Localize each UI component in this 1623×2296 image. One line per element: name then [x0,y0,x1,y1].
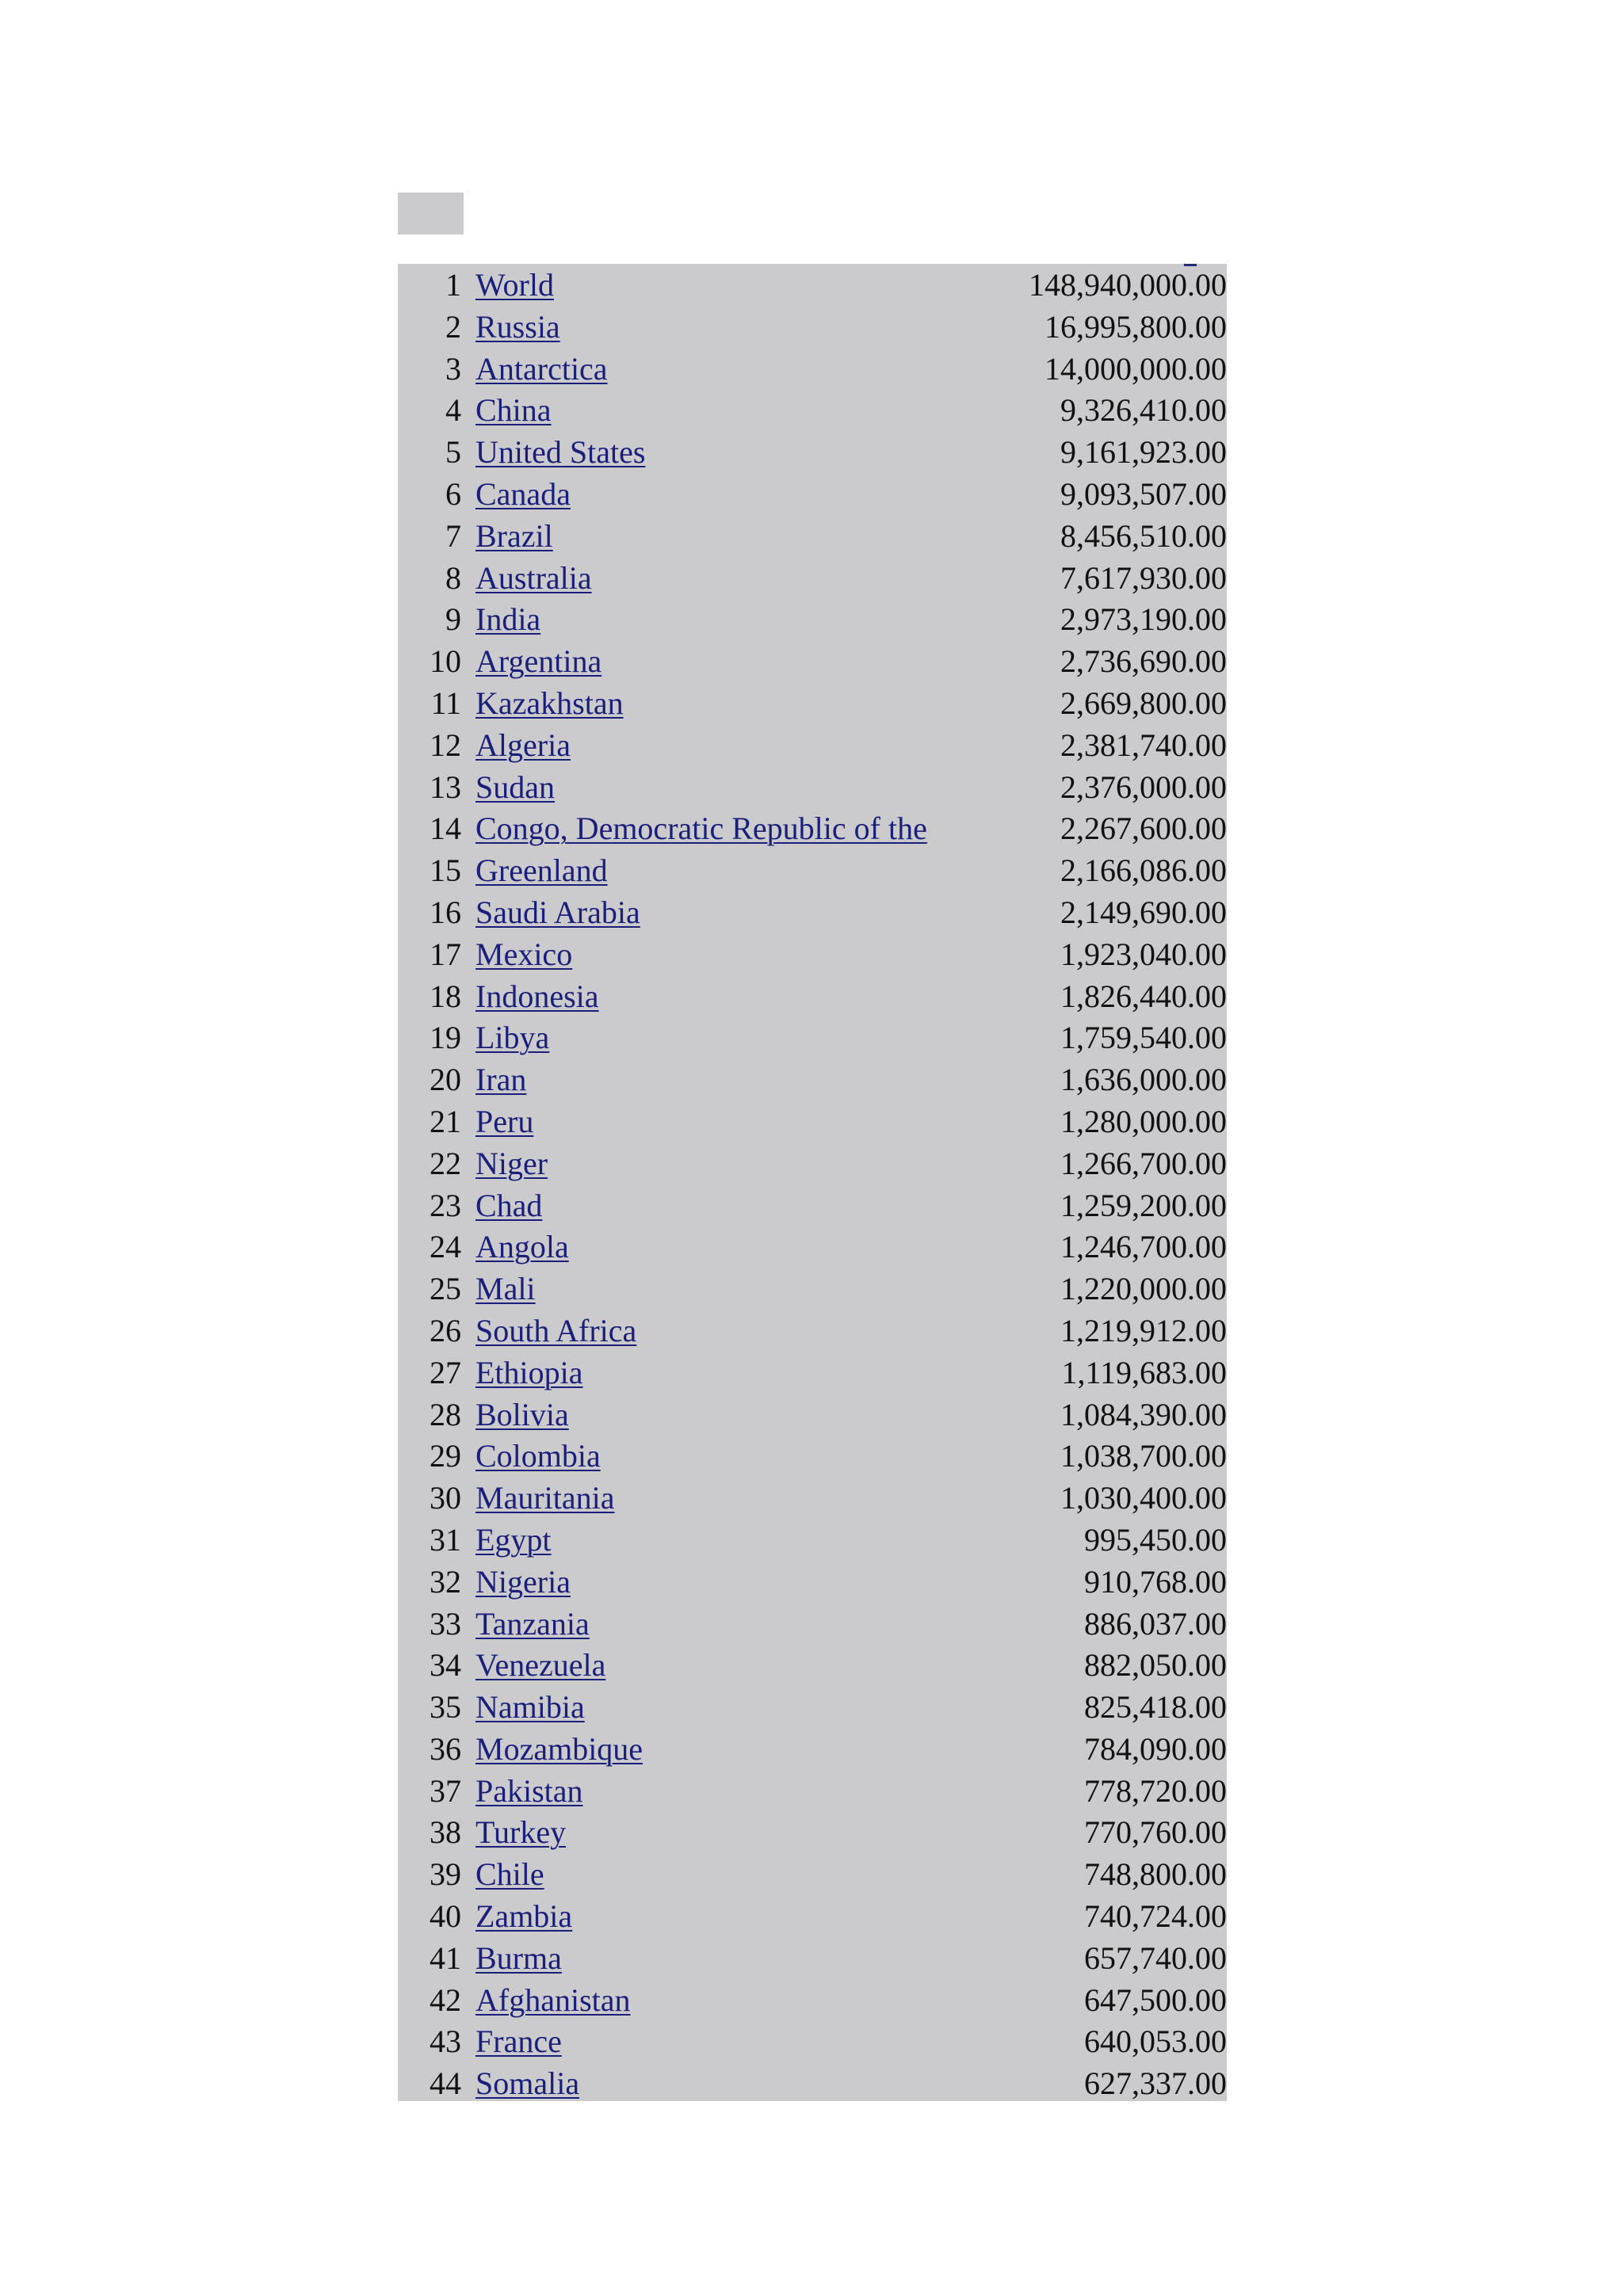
rank-cell: 6 [445,475,461,512]
country-link[interactable]: Chad [475,1187,543,1223]
table-row [398,307,1227,349]
rank-cell: 23 [430,1187,461,1223]
country-link[interactable]: Greenland [475,852,608,889]
country-cell [475,1017,951,1059]
country-link[interactable]: Nigeria [475,1563,571,1600]
country-link[interactable]: Colombia [475,1438,601,1474]
area-value-cell: 7,617,930.00 [1060,559,1227,596]
rank-cell: 44 [430,2065,461,2102]
table-row [398,349,1227,391]
country-cell [475,1645,951,1687]
table-row [398,1771,1227,1813]
country-link[interactable]: Australia [475,559,592,596]
country-link[interactable]: Bolivia [475,1396,569,1432]
country-cell [475,892,951,934]
table-row [398,850,1227,892]
area-value-cell: 1,219,912.00 [1060,1312,1227,1348]
rank-cell: 33 [430,1605,461,1642]
country-link[interactable]: Mali [475,1271,536,1307]
country-link[interactable]: Saudi Arabia [475,894,640,930]
country-cell [475,934,951,976]
rank-cell: 27 [430,1354,461,1390]
country-link[interactable]: Venezuela [475,1647,606,1684]
country-cell [475,1268,951,1310]
rank-cell: 41 [430,1939,461,1976]
table-row [398,474,1227,516]
country-cell [475,1771,951,1813]
country-cell [475,1687,951,1729]
rank-cell: 10 [430,643,461,680]
rank-cell: 32 [430,1563,461,1600]
country-cell [475,558,951,600]
header-box [398,193,464,235]
rank-cell: 34 [430,1647,461,1684]
country-cell [475,1394,951,1436]
rank-cell: 20 [430,1062,461,1098]
table-row [398,1854,1227,1896]
country-cell [475,1812,951,1854]
area-value-cell: 740,724.00 [1084,1898,1227,1935]
table-row [398,976,1227,1018]
table-row [398,1226,1227,1268]
table-row [398,1645,1227,1687]
table-row [398,1896,1227,1938]
area-value-cell: 886,037.00 [1084,1605,1227,1642]
table-row [398,1268,1227,1310]
rank-cell: 11 [430,685,461,721]
rank-cell: 5 [445,434,461,471]
country-link[interactable]: Canada [475,475,571,512]
country-cell [475,474,951,516]
country-cell [475,1938,951,1980]
area-value-cell: 2,736,690.00 [1060,643,1227,680]
rank-cell: 9 [445,601,461,638]
rank-cell: 7 [445,517,461,554]
rank-cell: 17 [430,936,461,972]
country-link[interactable]: Sudan [475,769,555,805]
table-row [398,1059,1227,1101]
rank-cell: 31 [430,1521,461,1558]
country-cell [475,641,951,683]
rank-cell: 8 [445,559,461,596]
area-value-cell: 2,166,086.00 [1060,852,1227,889]
area-value-cell: 2,381,740.00 [1060,727,1227,763]
table-row [398,1310,1227,1352]
rank-cell: 15 [430,852,461,889]
table-row [398,641,1227,683]
country-link[interactable]: Tanzania [475,1605,590,1642]
country-link[interactable]: Pakistan [475,1772,583,1809]
country-link[interactable]: China [475,392,552,429]
area-value-cell: 9,161,923.00 [1060,434,1227,471]
area-value-cell: 1,119,683.00 [1061,1354,1227,1390]
area-value-cell: 16,995,800.00 [1044,308,1227,345]
rank-cell: 39 [430,1856,461,1893]
country-link[interactable]: Burma [475,1939,562,1976]
area-value-cell: 8,456,510.00 [1060,517,1227,554]
table-row [398,516,1227,558]
table-row [398,1562,1227,1604]
table-row [398,1729,1227,1771]
table-row [398,1980,1227,2022]
country-cell [475,850,951,892]
rank-cell: 12 [430,727,461,763]
country-cell [475,808,951,850]
table-body [398,265,1227,2105]
country-cell [475,349,951,391]
country-link[interactable]: World [475,267,554,303]
country-cell [475,1101,951,1143]
country-link[interactable]: Zambia [475,1898,573,1935]
table-row [398,2063,1227,2105]
area-value-cell: 1,220,000.00 [1060,1271,1227,1307]
rank-cell: 24 [430,1229,461,1265]
country-cell [475,1059,951,1101]
rank-cell: 35 [430,1689,461,1726]
country-cell [475,2063,951,2105]
area-value-cell: 1,826,440.00 [1060,978,1227,1014]
country-link[interactable]: Mauritania [475,1480,615,1516]
area-value-cell: 882,050.00 [1084,1647,1227,1684]
area-value-cell: 9,093,507.00 [1060,475,1227,512]
country-cell [475,265,951,307]
country-cell [475,1729,951,1771]
country-link[interactable]: Mexico [475,936,573,972]
country-cell [475,516,951,558]
country-cell [475,1352,951,1394]
area-value-cell: 748,800.00 [1084,1856,1227,1893]
country-cell [475,2021,951,2063]
country-cell [475,1478,951,1520]
rank-cell: 14 [430,810,461,847]
area-value-cell: 825,418.00 [1084,1689,1227,1726]
area-value-cell: 657,740.00 [1084,1939,1227,1976]
table-row [398,934,1227,976]
country-link[interactable]: Argentina [475,643,602,680]
country-link[interactable]: Libya [475,1020,550,1056]
country-link[interactable]: Angola [475,1229,569,1265]
area-value-cell: 148,940,000.00 [1029,267,1227,303]
table-row [398,1394,1227,1436]
country-link[interactable]: Somalia [475,2065,580,2102]
area-value-cell: 1,259,200.00 [1060,1187,1227,1223]
table-row [398,892,1227,934]
country-link[interactable]: Namibia [475,1689,585,1726]
table-row [398,1352,1227,1394]
area-value-cell: 784,090.00 [1084,1730,1227,1767]
table-row [398,767,1227,809]
country-link[interactable]: India [475,601,541,638]
country-cell [475,390,951,432]
table-row [398,2021,1227,2063]
rank-cell: 1 [445,267,461,303]
table-row [398,265,1227,307]
table-row [398,1812,1227,1854]
country-cell [475,976,951,1018]
country-cell [475,1185,951,1227]
table-row [398,1520,1227,1562]
area-value-cell: 1,636,000.00 [1060,1062,1227,1098]
rank-cell: 26 [430,1312,461,1348]
area-value-cell: 1,038,700.00 [1060,1438,1227,1474]
country-cell [475,1143,951,1185]
area-value-cell: 1,030,400.00 [1060,1480,1227,1516]
country-area-table [398,265,1227,2105]
country-link[interactable]: Afghanistan [475,1981,631,2018]
country-cell [475,1520,951,1562]
country-cell [475,1604,951,1646]
country-link[interactable]: Egypt [475,1521,552,1558]
area-value-cell: 1,266,700.00 [1060,1145,1227,1181]
table-row [398,808,1227,850]
rank-cell: 28 [430,1396,461,1432]
area-value-cell: 647,500.00 [1084,1981,1227,2018]
country-cell [475,767,951,809]
area-value-cell: 2,267,600.00 [1060,810,1227,847]
table-row [398,599,1227,641]
area-value-cell: 910,768.00 [1084,1563,1227,1600]
area-value-cell: 2,669,800.00 [1060,685,1227,721]
area-value-cell: 1,246,700.00 [1060,1229,1227,1265]
table-row [398,725,1227,767]
country-cell [475,1854,951,1896]
table-row [398,1604,1227,1646]
area-value-cell: 995,450.00 [1084,1521,1227,1558]
area-value-cell: 2,149,690.00 [1060,894,1227,930]
country-cell [475,725,951,767]
country-link[interactable]: Peru [475,1103,534,1139]
table-row [398,683,1227,725]
country-link[interactable]: Kazakhstan [475,685,624,721]
rank-cell: 18 [430,978,461,1014]
country-cell [475,1226,951,1268]
rank-cell: 30 [430,1480,461,1516]
area-value-cell: 14,000,000.00 [1044,350,1227,387]
table-row [398,1478,1227,1520]
rank-cell: 16 [430,894,461,930]
table-row [398,1436,1227,1478]
rank-cell: 40 [430,1898,461,1935]
area-value-cell: 1,923,040.00 [1060,936,1227,972]
table-row [398,1687,1227,1729]
country-cell [475,1896,951,1938]
country-link[interactable]: Antarctica [475,350,608,387]
rank-cell: 22 [430,1145,461,1181]
rank-cell: 37 [430,1772,461,1809]
country-cell [475,307,951,349]
area-value-cell: 2,376,000.00 [1060,769,1227,805]
country-link[interactable]: Brazil [475,517,553,554]
country-cell [475,1562,951,1604]
rank-cell: 21 [430,1103,461,1139]
area-value-cell: 1,280,000.00 [1060,1103,1227,1139]
country-link[interactable]: Ethiopia [475,1354,583,1390]
country-cell [475,683,951,725]
rank-cell: 38 [430,1814,461,1851]
area-value-cell: 640,053.00 [1084,2023,1227,2060]
rank-cell: 36 [430,1730,461,1767]
country-link[interactable]: Iran [475,1062,527,1098]
country-link[interactable]: Turkey [475,1814,567,1851]
rank-cell: 2 [445,308,461,345]
country-cell [475,432,951,474]
rank-cell: 43 [430,2023,461,2060]
country-link[interactable]: Niger [475,1145,548,1181]
rank-cell: 42 [430,1981,461,2018]
rank-cell: 29 [430,1438,461,1474]
country-link[interactable]: France [475,2023,562,2060]
table-row [398,1143,1227,1185]
country-link[interactable]: Russia [475,308,560,345]
country-link[interactable]: Algeria [475,727,571,763]
country-cell [475,599,951,641]
rank-cell: 3 [445,350,461,387]
country-link[interactable]: Mozambique [475,1730,643,1767]
area-value-cell: 778,720.00 [1084,1772,1227,1809]
area-value-cell: 627,337.00 [1084,2065,1227,2102]
table-row [398,390,1227,432]
country-cell [475,1980,951,2022]
table-row [398,1101,1227,1143]
country-link[interactable]: Indonesia [475,978,599,1014]
area-value-cell: 770,760.00 [1084,1814,1227,1851]
area-value-cell: 1,759,540.00 [1060,1020,1227,1056]
table-row [398,1938,1227,1980]
country-cell [475,1310,951,1352]
country-link[interactable]: South Africa [475,1312,637,1348]
area-value-cell: 1,084,390.00 [1060,1396,1227,1432]
table-row [398,432,1227,474]
country-link[interactable]: United States [475,434,646,471]
country-link[interactable]: Congo, Democratic Republic of the [475,810,927,847]
rank-cell: 25 [430,1271,461,1307]
area-value-cell: 9,326,410.00 [1060,392,1227,429]
rank-cell: 13 [430,769,461,805]
table-row [398,1185,1227,1227]
country-cell [475,1436,951,1478]
rank-cell: 4 [445,392,461,429]
area-value-cell: 2,973,190.00 [1060,601,1227,638]
table-row [398,1017,1227,1059]
table-row [398,558,1227,600]
country-link[interactable]: Chile [475,1856,544,1893]
rank-cell: 19 [430,1020,461,1056]
